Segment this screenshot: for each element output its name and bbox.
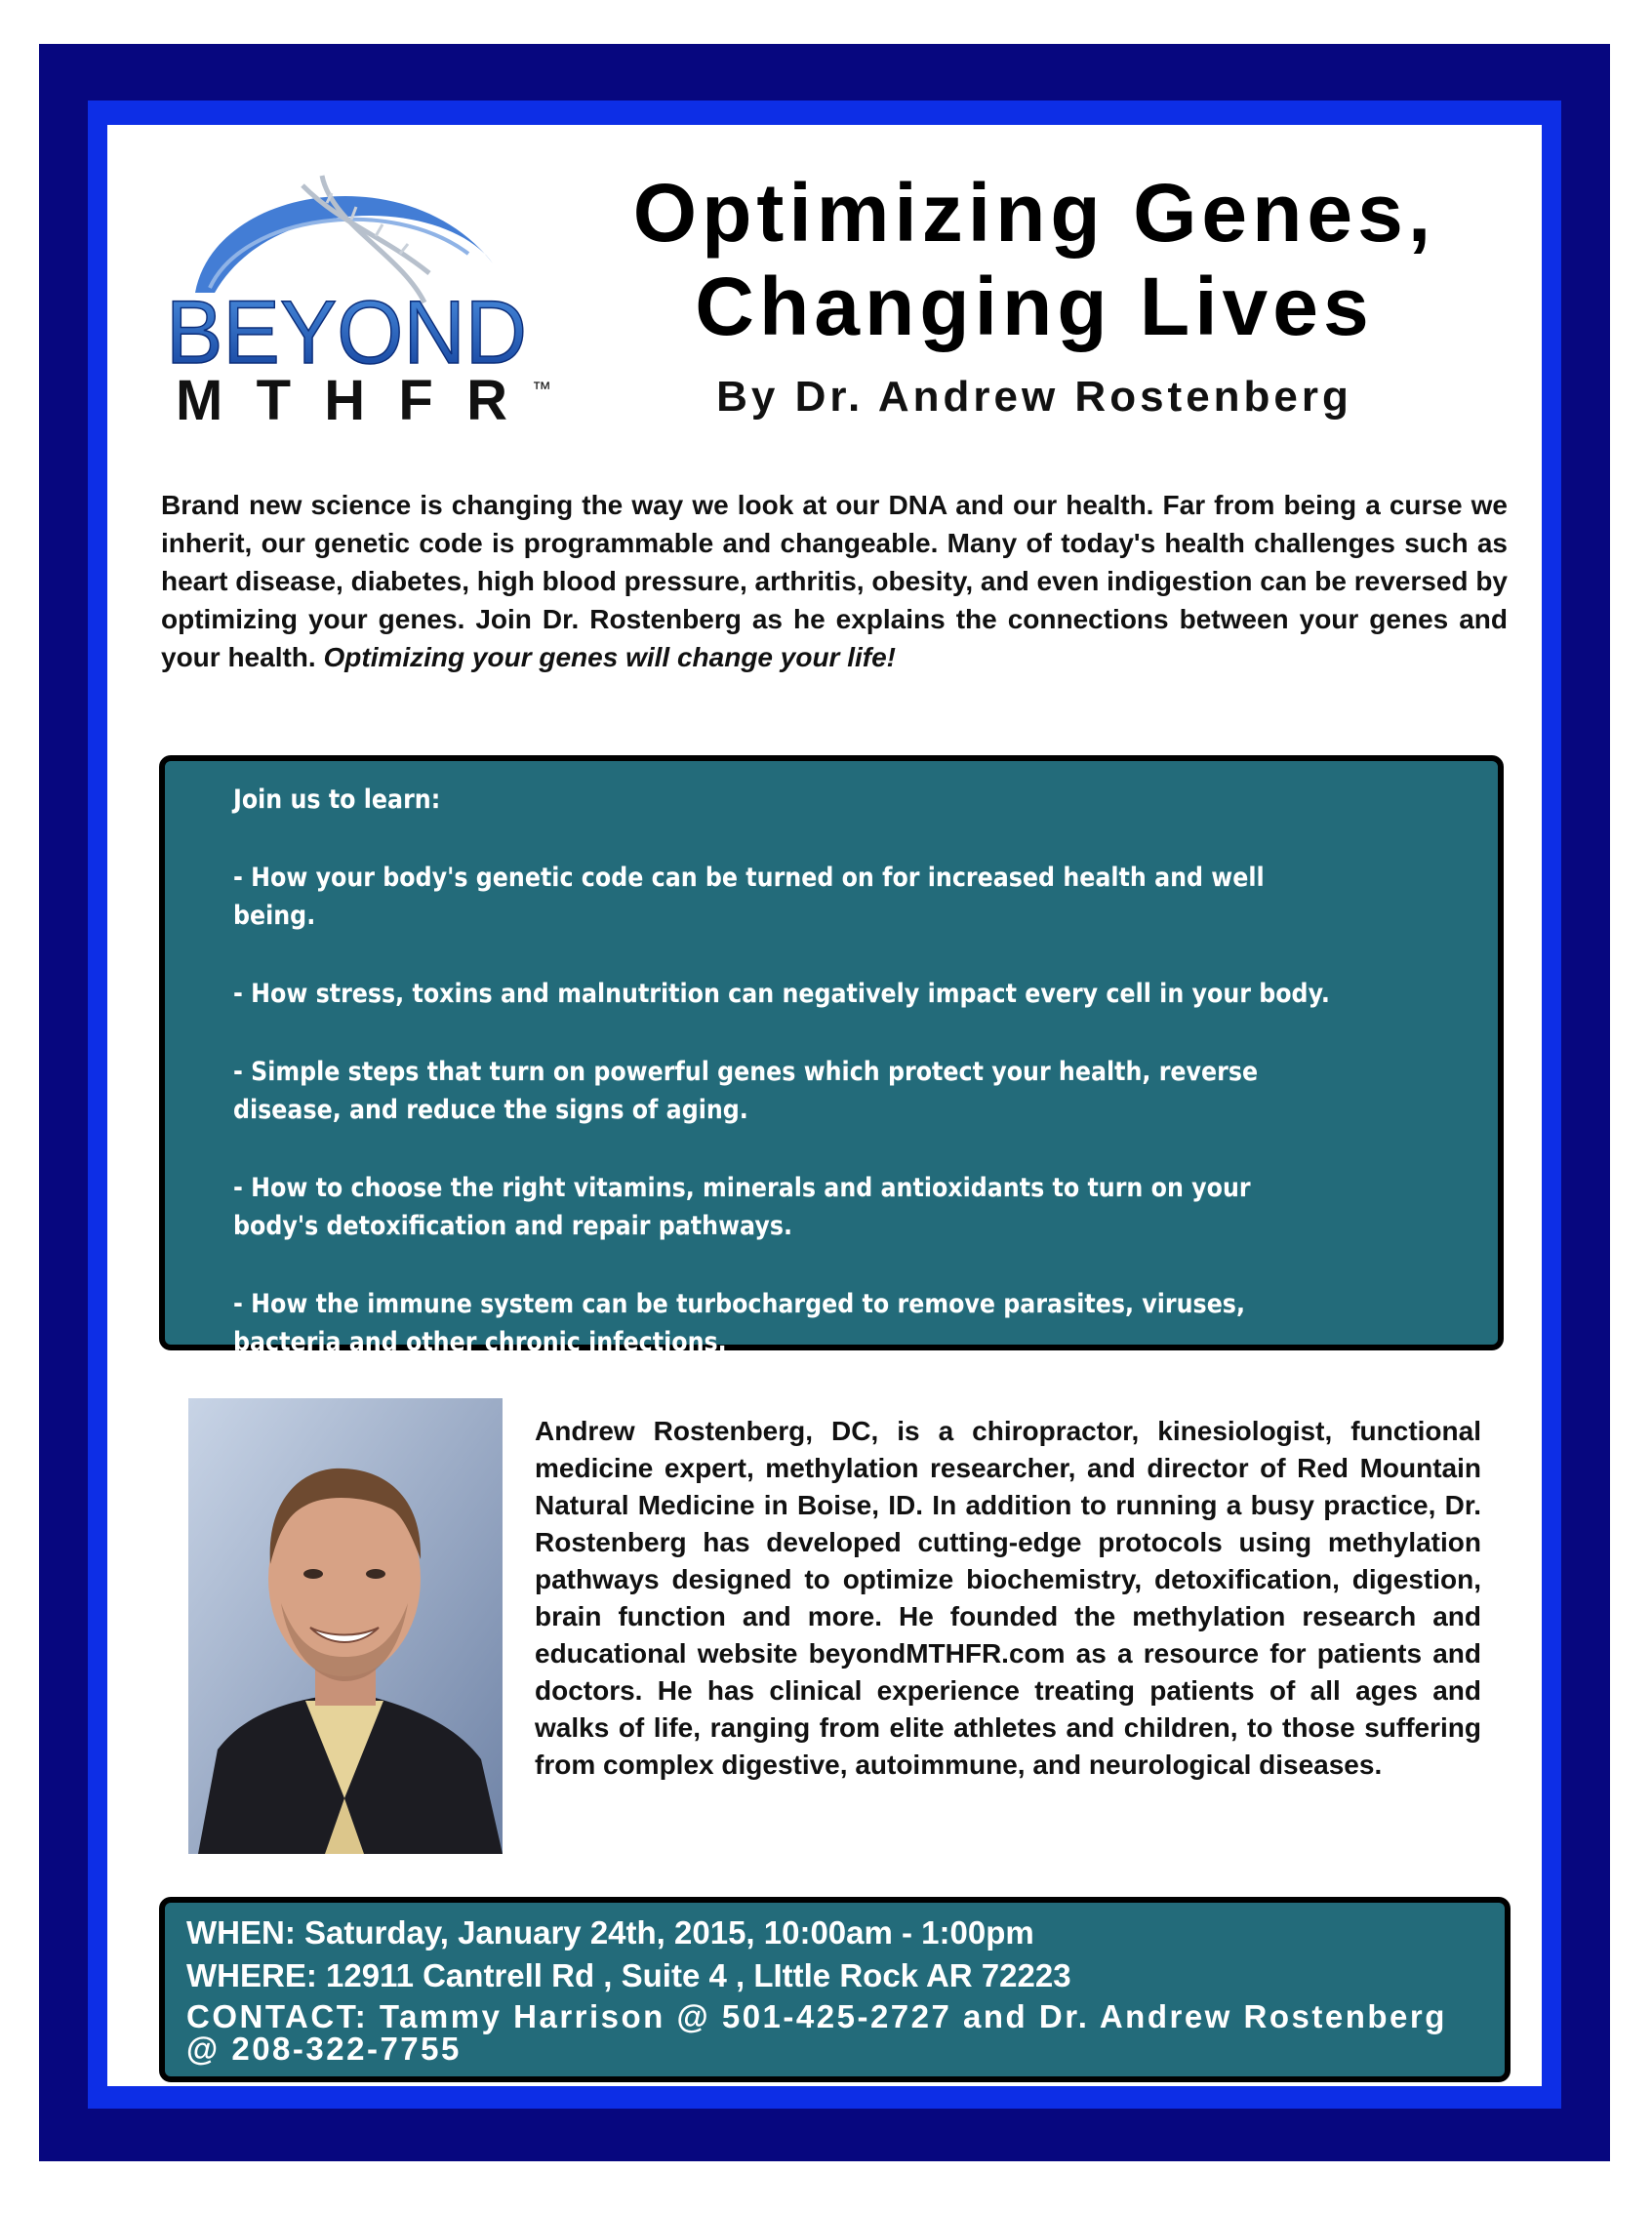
learn-item: - How your body's genetic code can be turned on for increased health and well being. bbox=[233, 863, 1265, 931]
intro-paragraph bbox=[161, 486, 1508, 676]
event-when: WHEN: Saturday, January 24th, 2015, 10:00am - 1:00pm bbox=[186, 1914, 1034, 1951]
learn-item: - How stress, toxins and malnutrition can negatively impact every cell in your body. bbox=[233, 979, 1330, 1009]
learn-heading: Join us to learn: bbox=[233, 785, 441, 815]
page-title bbox=[546, 166, 1522, 353]
intro-emphasis: Optimizing your genes will change your life! bbox=[323, 642, 897, 672]
title-line-2: Changing Lives bbox=[695, 261, 1374, 352]
learn-item: - How the immune system can be turbocharged to remove parasites, viruses, bacteria and other chronic infections. bbox=[233, 1289, 1245, 1357]
event-info-box bbox=[159, 1897, 1511, 2082]
speaker-bio: Andrew Rostenberg, DC, is a chiropractor, kinesiologist, functional medicine expert, methylation researcher, and director of Red Mountain Natural Medicine in Boise, ID. In addition to running a busy practice, Dr. Rostenberg has developed cutting-edge protocols using methylation pathways designed to optimize biochemistry, detoxification, digestion, brain function and more. He founded the methylation research and educational website beyondMTHFR.com as a resource for patients and doctors. He has clinical experience treating patients of all ages and walks of life, ranging from elite athletes and children, to those suffering from complex digestive, autoimmune, and neurological diseases. bbox=[535, 1416, 1481, 1780]
byline: By Dr. Andrew Rostenberg bbox=[716, 373, 1352, 421]
speaker-photo bbox=[188, 1398, 503, 1854]
logo-brand-bottom: MTHFR bbox=[176, 369, 507, 429]
logo-trademark: ™ bbox=[532, 379, 551, 400]
event-contact: CONTACT: Tammy Harrison @ 501-425-2727 and Dr. Andrew Rostenberg @ 208-322-7755 bbox=[186, 1998, 1447, 2067]
beyond-mthfr-logo bbox=[156, 146, 566, 429]
learn-item: - How to choose the right vitamins, minerals and antioxidants to turn on your body's detoxification and repair pathways. bbox=[233, 1173, 1251, 1241]
learn-item: - Simple steps that turn on powerful genes which protect your health, reverse disease, and reduce the signs of aging. bbox=[233, 1057, 1259, 1125]
event-where: WHERE: 12911 Cantrell Rd , Suite 4 , LIttle Rock AR 72223 bbox=[186, 1957, 1071, 1993]
intro-text: Brand new science is changing the way we look at our DNA and our health. Far from being a curse we inherit, our genetic code is programmable and changeable. Many of today's health challenges such as heart disease, diabetes, high blood pressure, arthritis, obesity, and even indigestion can be reversed by optimizing your genes. Join Dr. Rostenberg as he explains the connections between your genes and your health. bbox=[161, 490, 1508, 672]
learn-content bbox=[233, 781, 1332, 1401]
logo-brand-top: BEYOND bbox=[166, 283, 527, 382]
learn-box bbox=[159, 755, 1504, 1357]
title-line-1: Optimizing Genes, bbox=[632, 167, 1436, 259]
